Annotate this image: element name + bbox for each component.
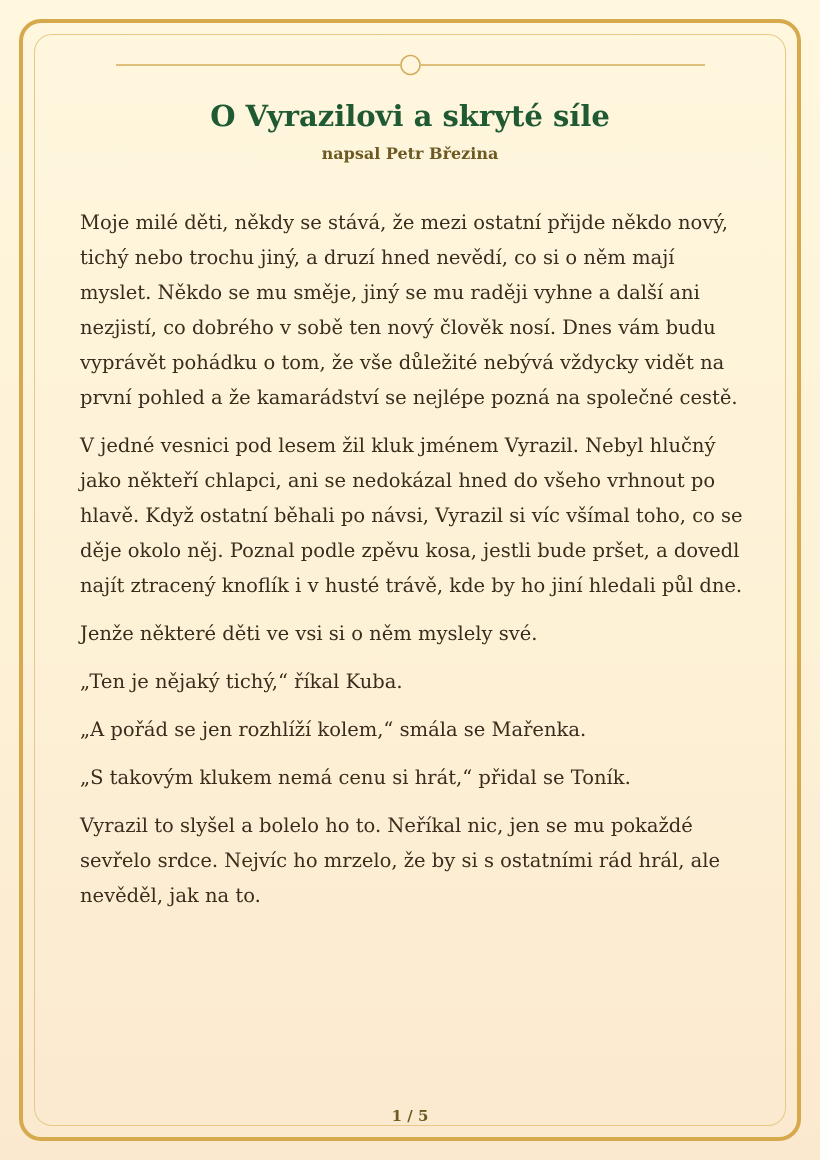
story-paragraph: V jedné vesnici pod lesem žil kluk jménem Vyrazil. Nebyl hlučný jako někteří chlapci, ani se nedokázal hned do všeho vrhnout po hlavě. Když ostatní běhali po návsi, Vyrazil si víc všímal toho, co se děje okolo něj. Poznal podle zpěvu kosa, jestli bude pršet, a dovedl najít ztracený knoflík i v husté trávě, kde by ho jiní hledali půl dne. xyxy=(80,434,743,597)
story-title: O Vyrazilovi a skryté síle xyxy=(210,99,610,133)
page-number: 1 / 5 xyxy=(391,1107,429,1125)
story-paragraph: „A pořád se jen rozhlíží kolem,“ smála se Mařenka. xyxy=(80,718,587,741)
story-author: napsal Petr Březina xyxy=(321,144,499,163)
story-body xyxy=(80,205,746,926)
story-paragraph: „S takovým klukem nemá cenu si hrát,“ přidal se Toník. xyxy=(80,766,631,789)
story-paragraph: Jenže některé děti ve vsi si o něm myslely své. xyxy=(80,622,538,645)
story-paragraph: „Ten je nějaký tichý,“ říkal Kuba. xyxy=(80,670,403,693)
story-paragraph: Vyrazil to slyšel a bolelo ho to. Neříkal nic, jen se mu pokaždé sevřelo srdce. Nejvíc ho mrzelo, že by si s ostatními rád hrál, ale nevěděl, jak na to. xyxy=(80,814,721,907)
story-paragraph: Moje milé děti, někdy se stává, že mezi ostatní přijde někdo nový, tichý nebo trochu jiný, a druzí hned nevědí, co si o něm mají myslet. Někdo se mu směje, jiný se mu raději vyhne a další ani nezjistí, co dobrého v sobě ten nový člověk nosí. Dnes vám budu vyprávět pohádku o tom, že vše důležité nebývá vždycky vidět na první pohled a že kamarádství se nejlépe pozná na společné cestě. xyxy=(80,211,738,409)
ornament-divider-icon xyxy=(116,54,705,76)
